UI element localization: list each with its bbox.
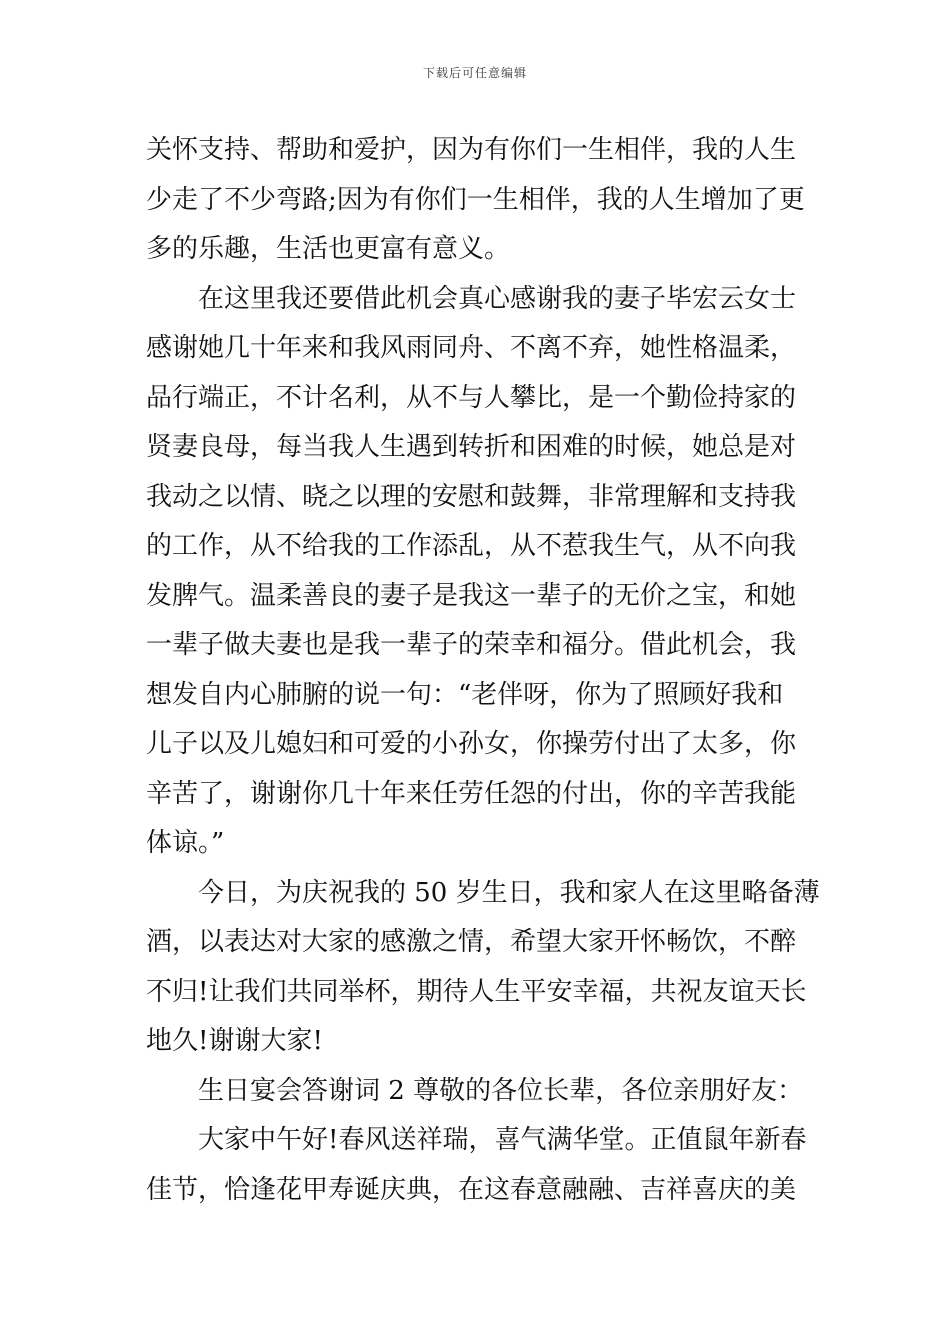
paragraph-first-line: 大家中午好!春风送祥瑞，喜气满华堂。正值鼠年新春	[198, 1125, 807, 1155]
text-line: 多的乐趣，生活也更富有意义。	[146, 234, 511, 264]
text-line: 我动之以情、晓之以理的安慰和鼓舞，非常理解和支持我	[146, 481, 797, 512]
text-line: 发脾气。温柔善良的妻子是我这一辈子的无价之宝，和她	[146, 580, 797, 611]
text-line: 酒，以表达对大家的感激之情，希望大家开怀畅饮，不醉	[146, 927, 797, 957]
text-line: 少走了不少弯路;因为有你们一生相伴，我的人生增加了更	[146, 184, 805, 215]
text-line: 不归!让我们共同举杯，期待人生平安幸福，共祝友谊天长	[146, 976, 807, 1007]
text-line: 辛苦了，谢谢你几十年来任劳任怨的付出，你的辛苦我能	[146, 778, 797, 809]
document-body	[146, 126, 820, 1215]
text-line: 想发自内心肺腑的说一句：“老伴呀，你为了照顾好我和	[146, 679, 784, 710]
paragraph-first-line: 在这里我还要借此机会真心感谢我的妻子毕宏云女士	[198, 283, 797, 314]
text-line: 关怀支持、帮助和爱护，因为有你们一生相伴，我的人生	[146, 135, 797, 165]
text-line: 佳节，恰逢花甲寿诞庆典，在这春意融融、吉祥喜庆的美	[146, 1174, 797, 1205]
text-line: 体谅。”	[146, 828, 225, 858]
text-line: 地久!谢谢大家!	[146, 1026, 323, 1056]
text-line: 贤妻良母，每当我人生遇到转折和困难的时候，她总是对	[146, 432, 797, 462]
text-line: 的工作，从不给我的工作添乱，从不惹我生气，从不向我	[146, 531, 797, 561]
paragraph-first-line: 今日，为庆祝我的 50 岁生日，我和家人在这里略备薄	[198, 877, 820, 908]
text-line: 感谢她几十年来和我风雨同舟、不离不弃，她性格温柔，	[146, 333, 797, 363]
text-line: 儿子以及儿媳妇和可爱的小孙女，你操劳付出了太多，你	[146, 729, 797, 759]
text-line: 一辈子做夫妻也是我一辈子的荣幸和福分。借此机会，我	[146, 630, 797, 660]
page-header: 下载后可任意编辑	[422, 66, 527, 80]
paragraph-first-line: 生日宴会答谢词 2 尊敬的各位长辈，各位亲朋好友：	[198, 1075, 804, 1106]
text-line: 品行端正，不计名利，从不与人攀比，是一个勤俭持家的	[146, 382, 797, 413]
